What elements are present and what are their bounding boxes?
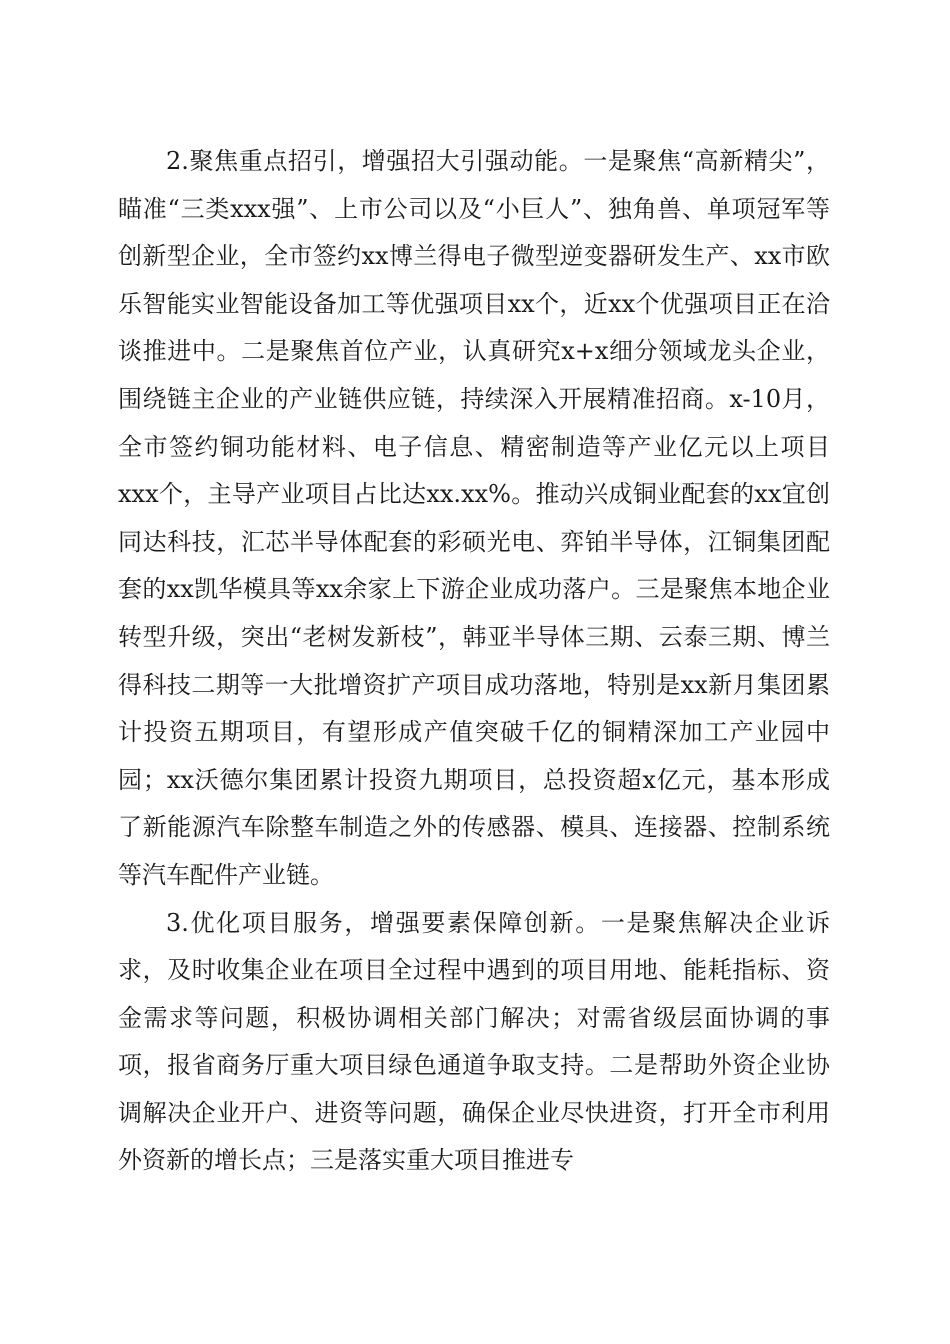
- paragraph-project-services: 3.优化项目服务，增强要素保障创新。一是聚焦解决企业诉求，及时收集企业在项目全过程中遇到的项目用地、能耗指标、资金需求等问题，积极协调相关部门解决；对需省级层面协调的事项，报省商务厅重大项目绿色通道争取支持。二是帮助外资企业协调解决企业开户、进资等问题，确保企业尽快进资，打开全市利用外资新的增长点；三是落实重大项目推进专: [118, 908, 830, 1175]
- document-body: [118, 138, 830, 1185]
- paragraph-investment-attraction: 2.聚焦重点招引，增强招大引强动能。一是聚焦“高新精尖”，瞄准“三类xxx强”、上市公司以及“小巨人”、独角兽、单项冠军等创新型企业，全市签约xx博兰得电子微型逆变器研发生产、xx市欧乐智能实业智能设备加工等优强项目xx个，近xx个优强项目正在洽谈推进中。二是聚焦首位产业，认真研究x+x细分领域龙头企业，围绕链主企业的产业链供应链，持续深入开展精准招商。x-10月，全市签约铜功能材料、电子信息、精密制造等产业亿元以上项目xxx个，主导产业项目占比达xx.xx%。推动兴成铜业配套的xx宜创同达科技，汇芯半导体配套的彩硕光电、弈铂半导体，江铜集团配套的xx凯华模具等xx余家上下游企业成功落户。三是聚焦本地企业转型升级，突出“老树发新枝”，韩亚半导体三期、云泰三期、博兰得科技二期等一大批增资扩产项目成功落地，特别是xx新月集团累计投资五期项目，有望形成产值突破千亿的铜精深加工产业园中园；xx沃德尔集团累计投资九期项目，总投资超x亿元，基本形成了新能源汽车除整车制造之外的传感器、模具、连接器、控制系统等汽车配件产业链。: [118, 147, 830, 889]
